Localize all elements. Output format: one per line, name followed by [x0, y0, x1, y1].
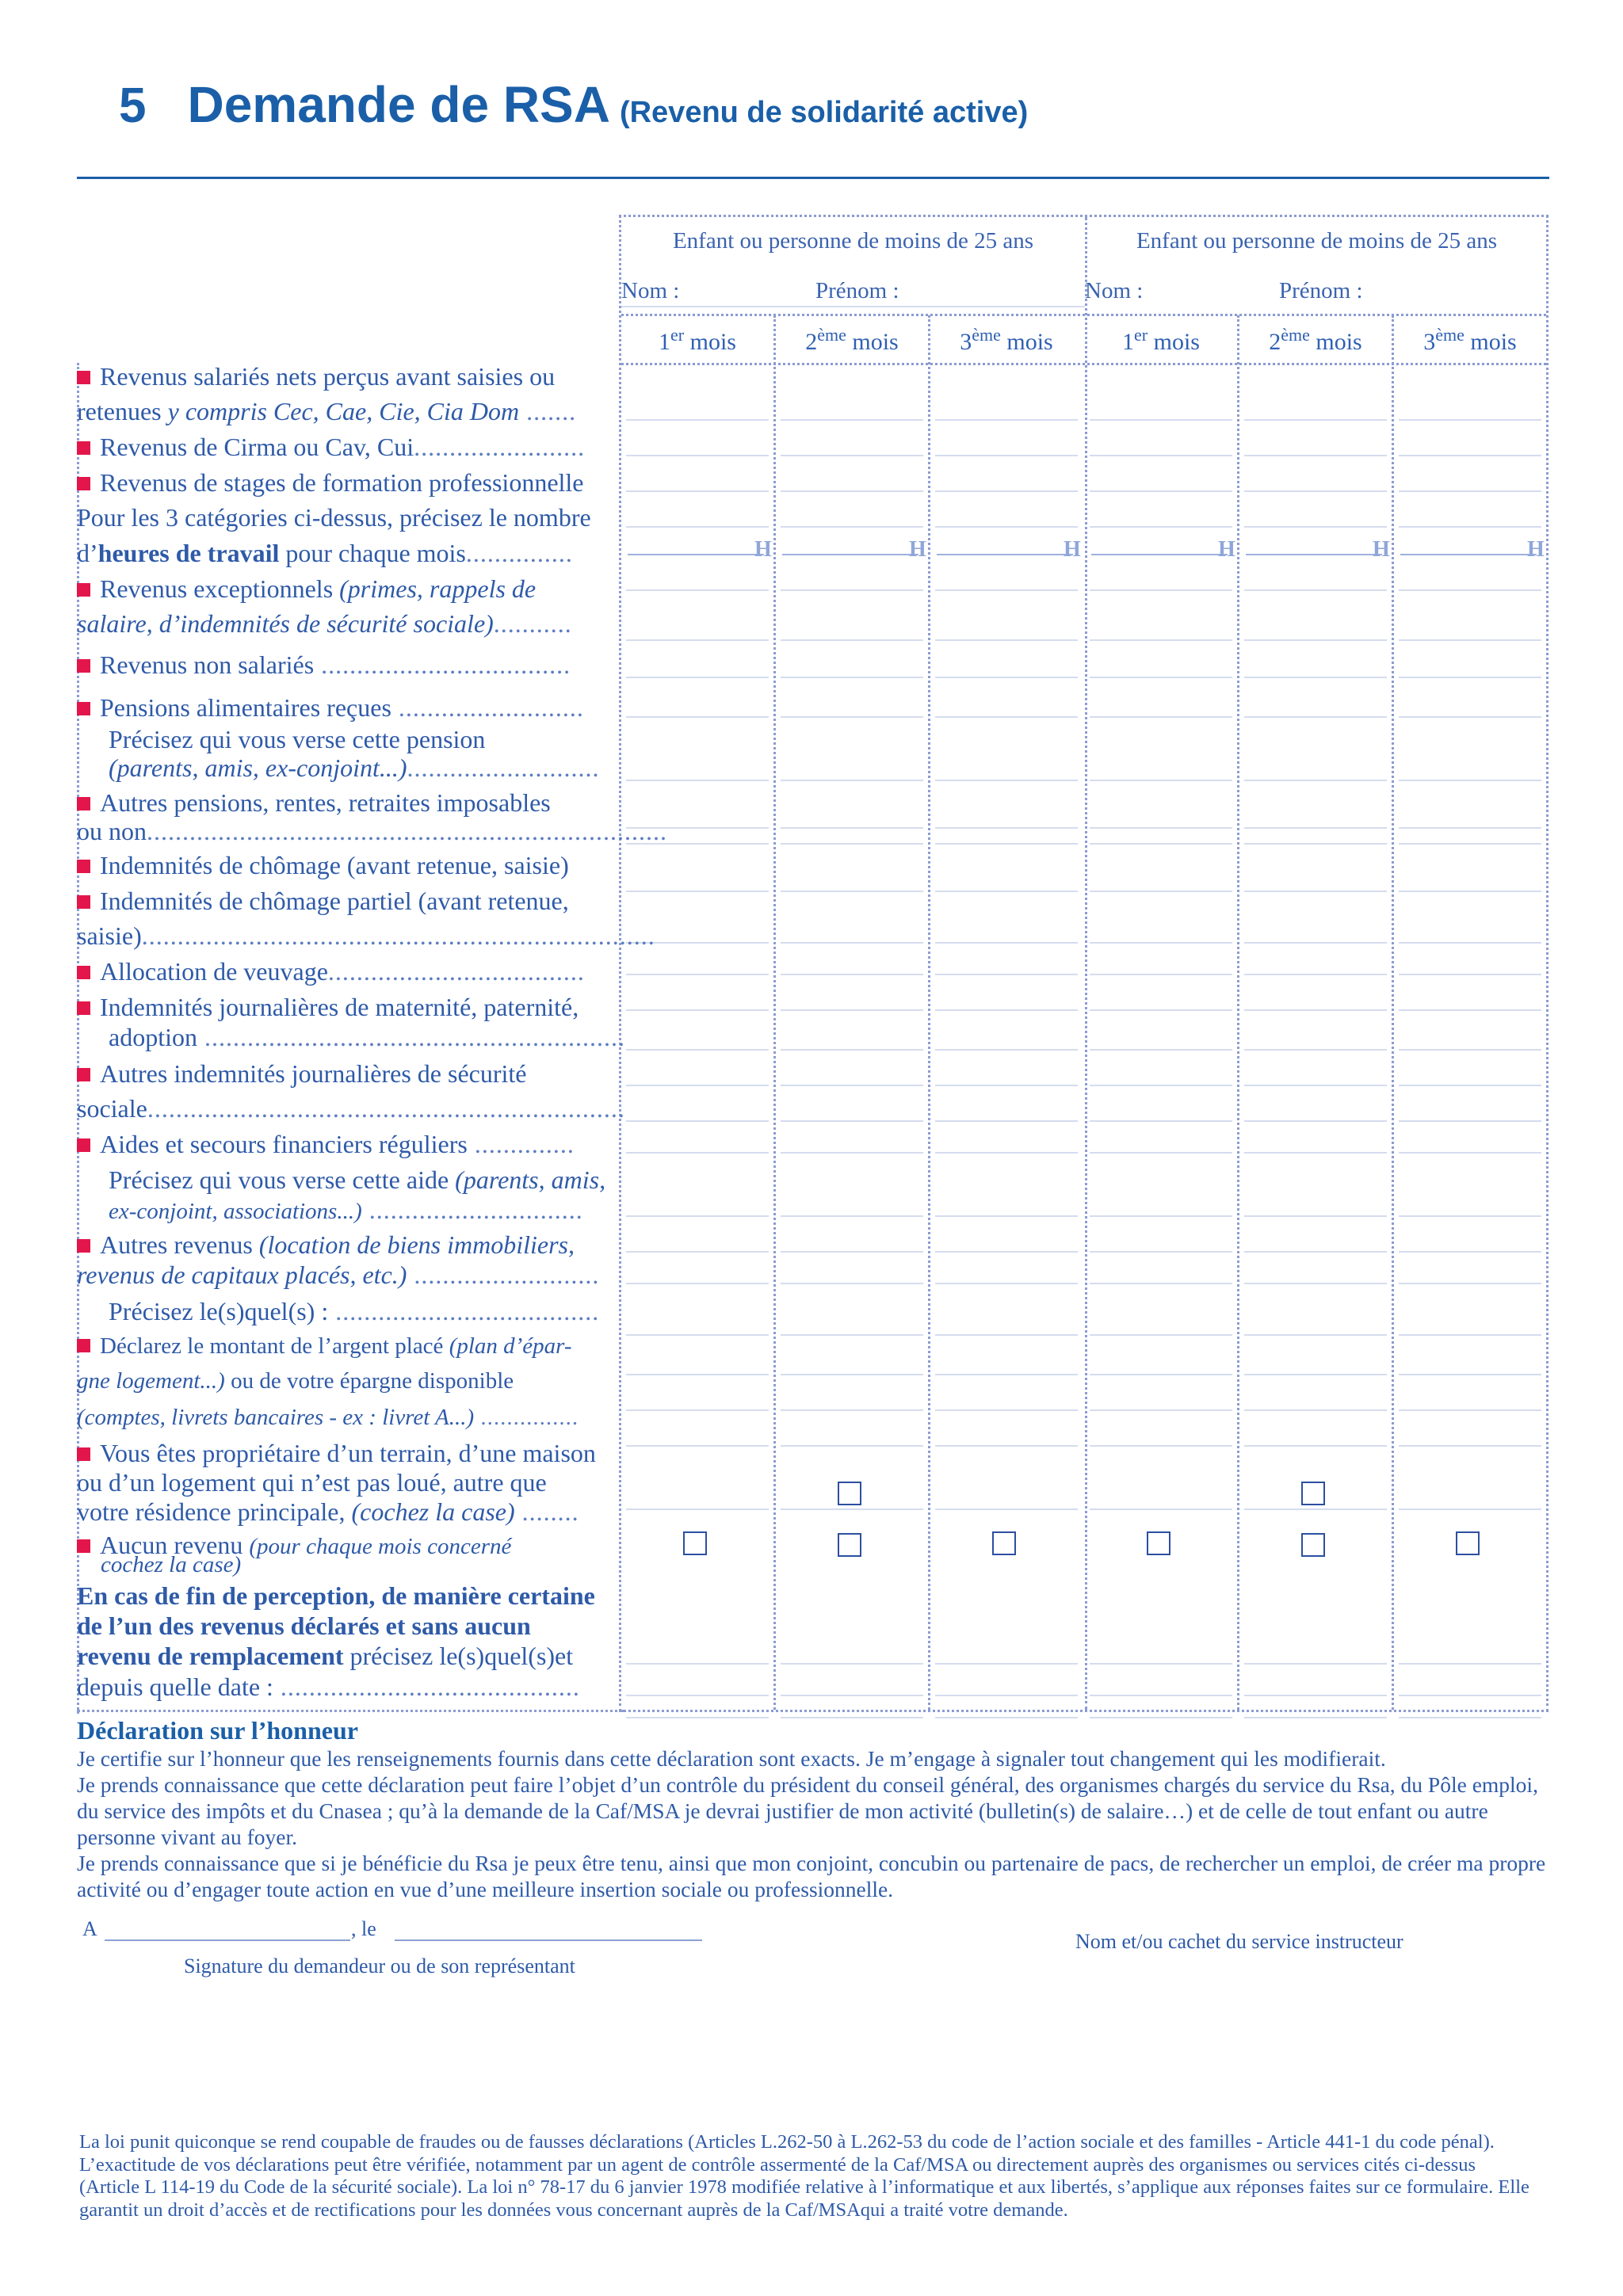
- no-income-checkbox-g2-m2[interactable]: [1301, 1533, 1325, 1557]
- hours-unit: H: [909, 537, 926, 562]
- no-income-checkbox-g2-m1[interactable]: [1147, 1531, 1170, 1555]
- income-grid: [619, 215, 1549, 1712]
- row-partial-unemployment-cont: saisie)........................................................................: [77, 921, 655, 950]
- group-1-title: Enfant ou personne de moins de 25 ans: [672, 228, 1034, 254]
- bullet-icon: [77, 477, 90, 490]
- row-separator: [1399, 1717, 1541, 1718]
- group-2-nom-label: Nom :: [1085, 278, 1144, 303]
- row-separator: [935, 891, 1078, 892]
- bullet-icon: [77, 1447, 90, 1461]
- row-separator: [1399, 780, 1541, 781]
- month-3-header-g1: 3ème mois: [960, 325, 1053, 355]
- row-hours-note-cont: d’heures de travail pour chaque mois...............: [77, 539, 573, 567]
- row-separator: [1244, 490, 1387, 492]
- row-separator: [1244, 1283, 1387, 1284]
- row-separator: [1244, 716, 1387, 718]
- row-end-of-income-cont3: depuis quelle date : ..........................................: [77, 1672, 580, 1701]
- row-separator: [781, 677, 923, 678]
- row-separator: [1090, 677, 1232, 678]
- signature-label: Signature du demandeur ou de son représentant: [184, 1955, 575, 1978]
- row-separator: [1090, 827, 1232, 829]
- row-separator: [1090, 1283, 1232, 1284]
- row-separator: [935, 1695, 1078, 1696]
- row-savings-cont2: (comptes, livrets bancaires - ex : livret A...) ...............: [77, 1405, 579, 1430]
- row-separator: [1090, 490, 1232, 492]
- row-separator: [1399, 843, 1541, 845]
- row-separator: [1399, 1374, 1541, 1375]
- row-property-owner: Vous êtes propriétaire d’un terrain, d’une maison: [77, 1438, 609, 1468]
- row-separator: [935, 780, 1078, 781]
- row-separator: [935, 974, 1078, 975]
- row-separator: [935, 843, 1078, 845]
- row-separator: [1090, 1663, 1232, 1665]
- row-separator: [1090, 1085, 1232, 1086]
- row-separator: [935, 1215, 1078, 1217]
- row-separator: [1399, 1120, 1541, 1122]
- hours-unit: H: [1527, 537, 1545, 562]
- row-separator: [781, 526, 923, 528]
- row-separator: [626, 1009, 769, 1011]
- row-separator: [1399, 891, 1541, 892]
- row-end-of-income-cont2: revenu de remplacement précisez le(s)quel(s)et: [77, 1642, 574, 1670]
- row-separator: [781, 827, 923, 829]
- row-separator: [1244, 1374, 1387, 1375]
- row-separator: [626, 1152, 769, 1154]
- hours-unit: H: [1218, 537, 1235, 562]
- row-separator: [781, 942, 923, 944]
- row-separator: [1244, 1251, 1387, 1253]
- row-separator: [1399, 827, 1541, 829]
- row-cirma-income: Revenus de Cirma ou Cav, Cui........................: [77, 432, 609, 462]
- row-separator: [626, 1334, 769, 1336]
- row-training-income: Revenus de stages de formation professionnelle: [77, 467, 609, 498]
- row-separator: [1244, 780, 1387, 781]
- row-other-income-specify: Précisez le(s)quel(s) : .....................................: [109, 1297, 600, 1325]
- row-separator: [781, 589, 923, 591]
- row-separator: [626, 1374, 769, 1375]
- row-separator: [1399, 1152, 1541, 1154]
- group-1-nom-label: Nom :: [621, 278, 680, 303]
- row-separator: [781, 1215, 923, 1217]
- row-separator: [781, 1409, 923, 1411]
- row-separator: [1090, 974, 1232, 975]
- row-separator: [1244, 1215, 1387, 1217]
- row-separator: [1244, 891, 1387, 892]
- row-separator: [935, 1152, 1078, 1154]
- row-separator: [781, 639, 923, 641]
- bullet-icon: [77, 797, 90, 810]
- row-separator: [781, 716, 923, 718]
- declaration-p1: Je certifie sur l’honneur que les renseignements fournis dans cette déclaration sont exacts. Je m’engage à signaler tout changement qui les modifierait.: [77, 1746, 1386, 1771]
- row-separator: [626, 1717, 769, 1718]
- row-separator: [1399, 1445, 1541, 1447]
- row-separator: [935, 1283, 1078, 1284]
- row-financial-aid: Aides et secours financiers réguliers ..............: [77, 1129, 609, 1159]
- row-separator: [1244, 1120, 1387, 1122]
- row-separator: [626, 1409, 769, 1411]
- row-separator: [1244, 677, 1387, 678]
- row-separator: [935, 1445, 1078, 1447]
- row-separator: [935, 1508, 1078, 1510]
- row-separator: [935, 1009, 1078, 1011]
- row-separator: [1090, 1049, 1232, 1051]
- row-separator: [935, 1085, 1078, 1086]
- bullet-icon: [77, 1138, 90, 1152]
- header-divider: [621, 363, 1546, 365]
- row-separator: [1090, 526, 1232, 528]
- bullet-icon: [77, 371, 90, 384]
- row-separator: [781, 1009, 923, 1011]
- bullet-icon: [77, 966, 90, 979]
- hours-unit: H: [1373, 537, 1390, 562]
- row-separator: [1399, 1283, 1541, 1284]
- header-divider: [621, 314, 1546, 316]
- date-label: , le: [351, 1917, 376, 1940]
- group-2-prenom-label: Prénom :: [1279, 278, 1363, 303]
- row-separator: [1090, 1717, 1232, 1718]
- bullet-icon: [77, 583, 90, 597]
- row-separator: [1090, 455, 1232, 456]
- page-title: [119, 75, 1028, 134]
- row-separator: [1399, 1251, 1541, 1253]
- group-divider: [1085, 217, 1087, 1710]
- row-separator: [1244, 974, 1387, 975]
- row-separator: [1090, 780, 1232, 781]
- row-other-pensions: Autres pensions, rentes, retraites imposables: [77, 788, 609, 818]
- row-separator: [1399, 1663, 1541, 1665]
- row-separator: [1090, 1374, 1232, 1375]
- row-no-income: Aucun revenu (pour chaque mois concerné: [77, 1530, 609, 1562]
- row-separator: [1090, 1695, 1232, 1696]
- month-2-header-g2: 2ème mois: [1269, 325, 1362, 355]
- row-separator: [935, 455, 1078, 456]
- row-daily-allowance: Indemnités journalières de maternité, paternité,: [77, 992, 609, 1022]
- group-2-title: Enfant ou personne de moins de 25 ans: [1136, 228, 1498, 254]
- row-separator: [781, 843, 923, 845]
- row-separator: [781, 1085, 923, 1086]
- row-separator: [1399, 1334, 1541, 1336]
- row-separator: [626, 1120, 769, 1122]
- row-separator: [781, 1049, 923, 1051]
- row-separator: [1399, 1009, 1541, 1011]
- month-2-header-g1: 2ème mois: [805, 325, 899, 355]
- row-separator: [935, 589, 1078, 591]
- row-separator: [1090, 1120, 1232, 1122]
- row-separator: [626, 1251, 769, 1253]
- row-hours-note: Pour les 3 catégories ci-dessus, précisez le nombre: [77, 503, 591, 532]
- declaration-p2: Je prends connaissance que cette déclaration peut faire l’objet d’un contrôle du président du conseil général, des organismes chargés du service du Rsa, du Pôle emploi, du service des impôts et du Cnasea ; qu’à la demande de la Caf/MSA je devrai justifier de mon activité (bulletin(s) de salaire…) et de celle de tout enfant ou autre personne vivant au foyer.: [77, 1772, 1538, 1849]
- row-savings: Déclarez le montant de l’argent placé (plan d’épar-: [77, 1331, 609, 1361]
- row-separator: [1090, 1215, 1232, 1217]
- row-exceptional-income-cont: salaire, d’indemnités de sécurité sociale)...........: [77, 609, 572, 638]
- row-separator: [935, 1717, 1078, 1718]
- row-widow-allowance: Allocation de veuvage....................................: [77, 956, 609, 986]
- row-separator: [781, 1374, 923, 1375]
- row-separator: [935, 419, 1078, 421]
- row-separator: [1244, 827, 1387, 829]
- row-separator: [1244, 1717, 1387, 1718]
- row-separator: [626, 677, 769, 678]
- row-other-pensions-cont: ou non.........................................................................: [77, 817, 667, 845]
- column-divider: [1237, 315, 1239, 1710]
- row-separator: [1399, 526, 1541, 528]
- row-separator: [1399, 419, 1541, 421]
- row-separator: [626, 455, 769, 456]
- row-separator: [1090, 843, 1232, 845]
- row-separator: [935, 827, 1078, 829]
- row-separator: [1090, 716, 1232, 718]
- row-separator: [1244, 419, 1387, 421]
- row-separator: [626, 526, 769, 528]
- row-separator: [1244, 1695, 1387, 1696]
- row-non-salaried-income: Revenus non salariés ...................................: [77, 650, 609, 680]
- month-1-header-g2: 1er mois: [1122, 325, 1200, 355]
- row-separator: [1399, 1049, 1541, 1051]
- row-separator: [1244, 639, 1387, 641]
- row-separator: [935, 490, 1078, 492]
- row-separator: [1399, 677, 1541, 678]
- row-separator: [626, 716, 769, 718]
- row-separator: [1244, 1049, 1387, 1051]
- bullet-icon: [77, 659, 90, 673]
- row-other-daily-allowance: Autres indemnités journalières de sécurité: [77, 1058, 609, 1089]
- row-separator: [935, 942, 1078, 944]
- bullet-icon: [77, 1339, 90, 1352]
- row-separator: [781, 1695, 923, 1696]
- owner-checkbox-g1[interactable]: [838, 1482, 861, 1505]
- hours-unit: H: [754, 537, 772, 562]
- row-separator: [626, 639, 769, 641]
- row-separator: [1244, 942, 1387, 944]
- hours-input[interactable]: [782, 554, 918, 555]
- row-separator: [1090, 1251, 1232, 1253]
- row-separator: [1244, 589, 1387, 591]
- bullet-icon: [77, 860, 90, 873]
- column-divider: [928, 315, 930, 1710]
- bullet-icon: [77, 895, 90, 909]
- row-separator: [1244, 1152, 1387, 1154]
- hours-input[interactable]: [628, 554, 764, 555]
- row-separator: [1399, 455, 1541, 456]
- form-subtitle: (Revenu de solidarité active): [619, 96, 1029, 129]
- hours-unit: H: [1064, 537, 1081, 562]
- place-label: A: [82, 1917, 97, 1940]
- declaration-p3: Je prends connaissance que si je bénéficie du Rsa je peux être tenu, ainsi que mon conjoint, concubin ou partenaire de pacs, de rechercher un emploi, de créer ma propre activité ou d’engager toute action en vue d’une meilleure insertion sociale ou professionnelle.: [77, 1851, 1546, 1901]
- row-separator: [626, 1445, 769, 1447]
- column-divider: [1392, 315, 1394, 1710]
- row-separator: [626, 589, 769, 591]
- row-separator: [1244, 1409, 1387, 1411]
- form-title: Demande de RSA: [187, 76, 610, 133]
- row-financial-aid-who: Précisez qui vous verse cette aide (parents, amis,: [109, 1165, 606, 1194]
- row-separator: [1244, 1663, 1387, 1665]
- bullet-icon: [77, 1068, 90, 1081]
- section-number: 5: [119, 78, 147, 133]
- row-separator: [1090, 1445, 1232, 1447]
- row-separator: [935, 526, 1078, 528]
- no-income-checkbox-g1-m2[interactable]: [838, 1533, 861, 1557]
- row-separator: [1244, 1009, 1387, 1011]
- row-separator: [1399, 1215, 1541, 1217]
- row-alimony-who: Précisez qui vous verse cette pension: [109, 725, 486, 753]
- row-separator: [781, 974, 923, 975]
- row-separator: [1399, 716, 1541, 718]
- row-separator: [935, 639, 1078, 641]
- row-separator: [781, 1717, 923, 1718]
- hours-input[interactable]: [1091, 554, 1228, 555]
- bullet-icon: [77, 441, 90, 455]
- row-separator: [626, 1085, 769, 1086]
- row-separator: [935, 1374, 1078, 1375]
- row-salaried-income: Revenus salariés nets perçus avant saisies ou: [77, 361, 609, 391]
- label-border-bottom: [77, 1710, 624, 1712]
- row-separator: [1090, 639, 1232, 641]
- row-separator: [781, 1508, 923, 1510]
- bullet-icon: [77, 1239, 90, 1253]
- row-separator: [1399, 589, 1541, 591]
- row-separator: [935, 1251, 1078, 1253]
- row-separator: [935, 1049, 1078, 1051]
- row-other-daily-allowance-cont: sociale...................................................................: [77, 1094, 625, 1123]
- row-separator: [781, 891, 923, 892]
- row-separator: [1244, 1508, 1387, 1510]
- row-exceptional-income: Revenus exceptionnels (primes, rappels de: [77, 574, 609, 604]
- row-separator: [626, 490, 769, 492]
- row-separator: [781, 419, 923, 421]
- row-separator: [1090, 891, 1232, 892]
- row-separator: [781, 455, 923, 456]
- row-alimony-who-cont: (parents, amis, ex-conjoint...)...........................: [109, 753, 600, 782]
- row-separator: [626, 1663, 769, 1665]
- row-daily-allowance-cont: adoption ...........................................................: [109, 1023, 625, 1051]
- owner-checkbox-g2[interactable]: [1301, 1482, 1325, 1505]
- hours-input[interactable]: [1400, 554, 1537, 555]
- row-separator: [781, 1251, 923, 1253]
- no-income-checkbox-g2-m3[interactable]: [1456, 1531, 1480, 1555]
- no-income-checkbox-g1-m3[interactable]: [992, 1531, 1016, 1555]
- row-separator: [626, 1695, 769, 1696]
- row-separator: [1090, 1009, 1232, 1011]
- row-separator: [781, 1152, 923, 1154]
- row-property-owner-cont: ou d’un logement qui n’est pas loué, autre que: [77, 1468, 547, 1497]
- no-income-checkbox-g1-m1[interactable]: [683, 1531, 707, 1555]
- row-separator: [1090, 942, 1232, 944]
- row-separator: [626, 1215, 769, 1217]
- row-separator: [1399, 490, 1541, 492]
- row-separator: [626, 891, 769, 892]
- row-property-owner-cont2: votre résidence principale, (cochez la case) ........: [77, 1497, 579, 1526]
- row-separator: [781, 1120, 923, 1122]
- row-savings-cont: gne logement...) ou de votre épargne disponible: [77, 1368, 514, 1394]
- row-end-of-income: En cas de fin de perception, de manière certaine: [77, 1581, 595, 1610]
- row-separator: [781, 1663, 923, 1665]
- row-separator: [1090, 419, 1232, 421]
- row-separator: [626, 1049, 769, 1051]
- row-alimony: Pensions alimentaires reçues ..........................: [77, 692, 609, 723]
- row-separator: [1399, 639, 1541, 641]
- row-separator: [1244, 455, 1387, 456]
- row-separator: [935, 1334, 1078, 1336]
- row-separator: [935, 1120, 1078, 1122]
- row-other-income: Autres revenus (location de biens immobiliers,: [77, 1230, 609, 1260]
- row-separator: [1244, 1085, 1387, 1086]
- row-separator: [1399, 1695, 1541, 1696]
- row-separator: [935, 716, 1078, 718]
- row-separator: [1090, 1508, 1232, 1510]
- row-separator: [1090, 1334, 1232, 1336]
- row-separator: [935, 1663, 1078, 1665]
- place-input[interactable]: [105, 1939, 350, 1941]
- title-rule: [77, 177, 1549, 179]
- row-separator: [781, 1283, 923, 1284]
- month-1-header-g1: 1er mois: [659, 325, 736, 355]
- hours-input[interactable]: [937, 554, 1073, 555]
- column-divider: [773, 315, 776, 1710]
- row-separator: [1399, 1508, 1541, 1510]
- row-separator: [1244, 843, 1387, 845]
- row-separator: [1399, 974, 1541, 975]
- bullet-icon: [77, 1001, 90, 1015]
- row-separator: [626, 974, 769, 975]
- bullet-icon: [77, 702, 90, 715]
- row-separator: [1244, 526, 1387, 528]
- row-separator: [626, 780, 769, 781]
- month-3-header-g2: 3ème mois: [1423, 325, 1517, 355]
- row-other-income-cont: revenus de capitaux placés, etc.) ..........................: [77, 1261, 600, 1289]
- row-separator: [935, 677, 1078, 678]
- row-separator: [935, 1409, 1078, 1411]
- row-separator: [626, 419, 769, 421]
- stamp-label: Nom et/ou cachet du service instructeur: [1075, 1930, 1403, 1953]
- row-separator: [781, 1334, 923, 1336]
- row-separator: [781, 490, 923, 492]
- row-salaried-income-cont: retenues y compris Cec, Cae, Cie, Cia Dom .......: [77, 397, 577, 425]
- row-no-income-cont: cochez la case): [101, 1552, 242, 1577]
- row-separator: [1399, 942, 1541, 944]
- group-1-prenom-label: Prénom :: [815, 278, 899, 303]
- row-separator: [1244, 1334, 1387, 1336]
- row-separator: [781, 1445, 923, 1447]
- hours-input[interactable]: [1246, 554, 1382, 555]
- row-unemployment: Indemnités de chômage (avant retenue, saisie): [77, 850, 609, 880]
- legal-notice: La loi punit quiconque se rend coupable de fraudes ou de fausses déclarations (Articles L.262-50 à L.262-53 du code de l’action sociale et des familles - Article 441-1 du code pénal). L’exactitude de vos déclarations peut être vérifiée, notamment par un agent de contrôle assermenté de la Caf/MSA ou directement auprès des organismes ou services cités ci-dessus (Article L 114-19 du Code de la sécurité sociale). La loi n° 78-17 du 6 janvier 1978 modifiée relative à l’informatique et aux libertés, s’applique aux réponses faites sur ce formulaire. Elle garantit un droit d’accès et de rectifications pour les données vous concernant auprès de la Caf/MSAqui a traité votre demande.: [79, 2131, 1529, 2221]
- row-separator: [626, 1508, 769, 1510]
- row-partial-unemployment: Indemnités de chômage partiel (avant retenue,: [77, 886, 609, 916]
- row-separator: [1244, 1445, 1387, 1447]
- declaration-title: Déclaration sur l’honneur: [77, 1716, 358, 1745]
- row-separator: [1090, 1152, 1232, 1154]
- row-separator: [1090, 1409, 1232, 1411]
- row-separator: [1399, 1409, 1541, 1411]
- row-separator: [781, 780, 923, 781]
- row-separator: [1399, 1085, 1541, 1086]
- date-input[interactable]: [395, 1939, 702, 1941]
- row-separator: [626, 1283, 769, 1284]
- row-financial-aid-who-cont: ex-conjoint, associations...) ..............................: [109, 1196, 583, 1224]
- row-separator: [1090, 589, 1232, 591]
- row-end-of-income-cont: de l’un des revenus déclarés et sans aucun: [77, 1611, 531, 1640]
